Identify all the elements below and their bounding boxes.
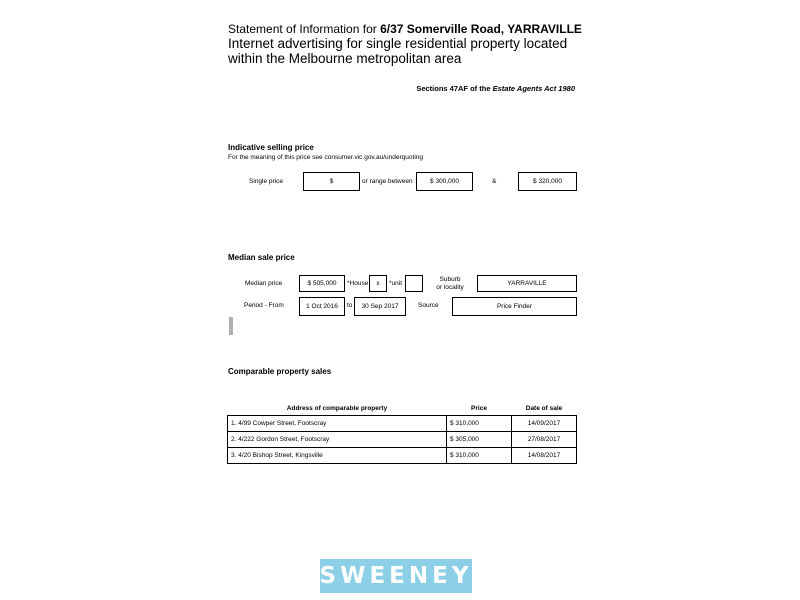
range-low-box: $ 300,000 xyxy=(416,172,473,191)
suburb-label-line2: or locality xyxy=(436,284,464,291)
title-prefix: Statement of Information for xyxy=(228,22,381,36)
and-label: & xyxy=(492,178,497,185)
address-cell: 3. 4/20 Bishop Street, Kingsville xyxy=(228,448,447,464)
address-cell: 1. 4/99 Cowper Street, Footscray xyxy=(228,416,447,432)
range-high-box: $ 320,000 xyxy=(518,172,577,191)
table-header-row xyxy=(228,401,577,416)
comparable-sales-heading: Comparable property sales xyxy=(228,367,332,376)
underquoting-note: For the meaning of this price see consumer.vic.gov.au/underquoting xyxy=(228,154,423,161)
column-header-price: Price xyxy=(471,404,487,412)
period-label: Period - From xyxy=(244,302,284,309)
median-price-box: $ 505,000 xyxy=(299,275,345,292)
range-label: or range between xyxy=(362,178,413,185)
gray-marker xyxy=(229,317,233,335)
suburb-label xyxy=(428,276,472,292)
median-price-label: Median price xyxy=(245,280,283,287)
date-cell: 27/08/2017 xyxy=(512,432,577,448)
median-price-heading: Median sale price xyxy=(228,253,295,262)
suburb-box: YARRAVILLE xyxy=(477,275,577,292)
period-from-box: 1 Oct 2016 xyxy=(299,297,345,316)
document-title xyxy=(228,22,582,36)
suburb-label-line1: Suburb xyxy=(439,276,461,283)
to-label: to xyxy=(347,302,353,309)
logo-text: SWEENEY xyxy=(319,563,473,589)
price-cell: $ 310,000 xyxy=(447,448,512,464)
indicative-price-heading: Indicative selling price xyxy=(228,143,314,152)
house-checkbox: x xyxy=(369,275,387,292)
table-row xyxy=(228,416,577,432)
column-header-date: Date of sale xyxy=(525,404,563,412)
address-cell: 2. 4/222 Gordon Street, Footscray xyxy=(228,432,447,448)
sections-prefix: Sections 47AF of the xyxy=(416,84,493,93)
price-cell: $ 305,000 xyxy=(447,432,512,448)
document-subtitle: Internet advertising for single residential property located within the Melbourne metropolitan area xyxy=(228,36,568,66)
source-box: Price Finder xyxy=(452,297,577,316)
act-name: Estate Agents Act 1980 xyxy=(492,84,575,93)
legislation-reference xyxy=(300,84,575,93)
column-header-address: Address of comparable property xyxy=(286,404,388,412)
table-row xyxy=(228,448,577,464)
period-to-box: 30 Sep 2017 xyxy=(354,297,406,316)
property-address: 6/37 Somerville Road, YARRAVILLE xyxy=(380,22,582,36)
date-cell: 14/08/2017 xyxy=(512,448,577,464)
unit-checkbox xyxy=(405,275,423,292)
comparable-sales-table xyxy=(227,401,577,464)
table-row xyxy=(228,432,577,448)
house-label: *House xyxy=(347,280,369,287)
single-price-box: $ xyxy=(303,172,360,191)
unit-label: *unit xyxy=(389,280,403,287)
source-label: Source xyxy=(418,302,439,309)
date-cell: 14/09/2017 xyxy=(512,416,577,432)
price-cell: $ 310,000 xyxy=(447,416,512,432)
single-price-label: Single price xyxy=(249,178,283,185)
sweeney-logo xyxy=(320,559,472,593)
